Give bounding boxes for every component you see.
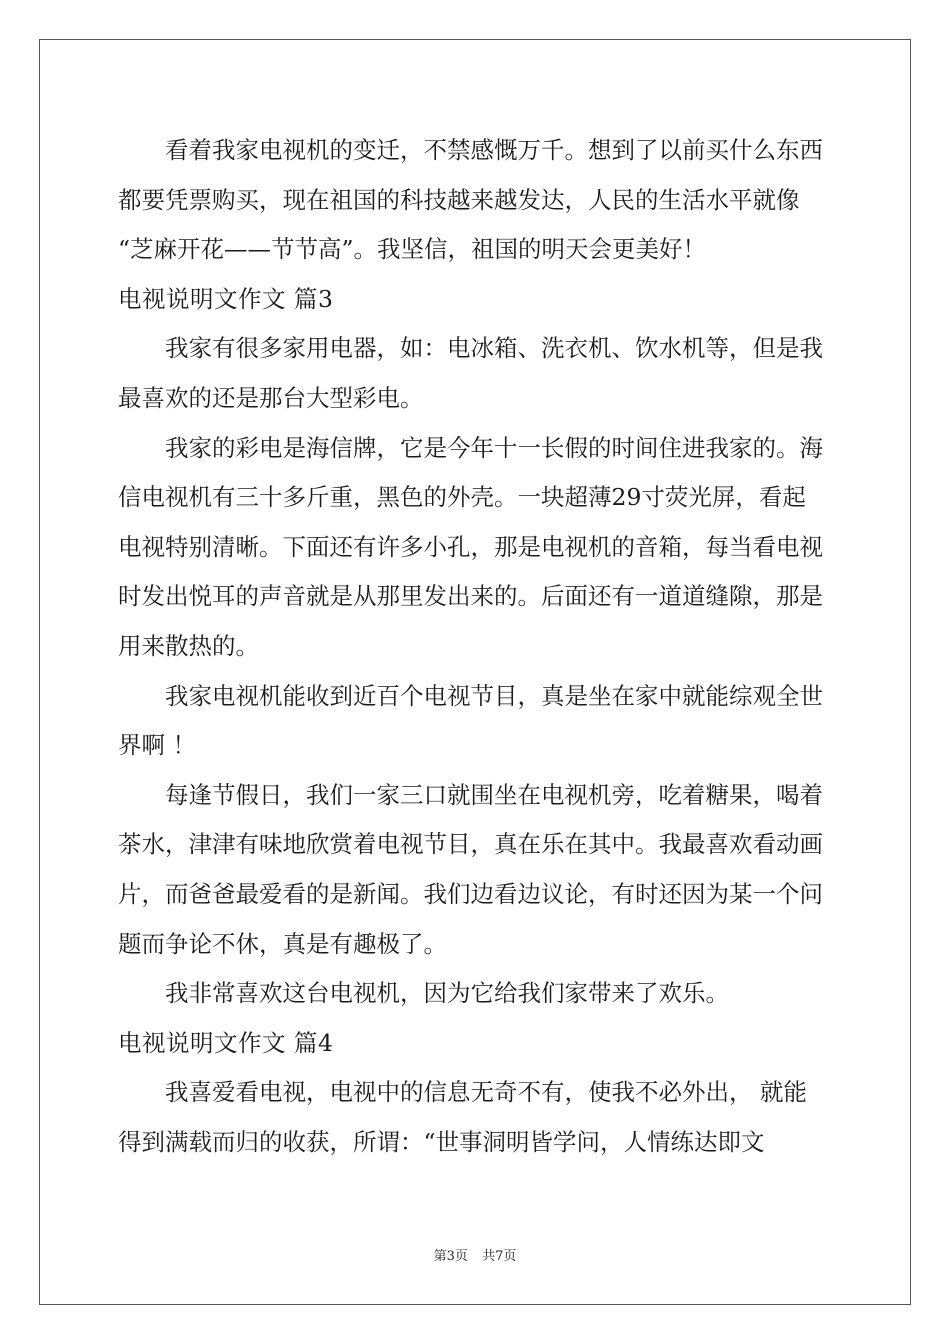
text-line: “芝麻开花——节节高”。我坚信，祖国的明天会更美好！ [118, 235, 707, 264]
text-line: 我非常喜欢这台电视机，因为它给我们家带来了欢乐。 [165, 979, 729, 1008]
paragraph [118, 324, 836, 423]
text-line: 用来散热的。 [118, 631, 259, 660]
paragraph [118, 969, 836, 1019]
page-number: 第3页 [433, 1249, 468, 1264]
paragraph [118, 126, 836, 275]
paragraph [118, 1068, 836, 1167]
text-line: 我家有很多家用电器，如：电冰箱、洗衣机、饮水机等，但是我 [165, 334, 823, 363]
section-heading: 电视说明文作文 篇3 [118, 284, 334, 313]
text-line: 得到满载而归的收获，所谓：“世事洞明皆学问，人情练达即文 [118, 1127, 765, 1156]
text-line: 电视特别清晰。下面还有许多小孔，那是电视机的音箱，每当看电视 [118, 532, 823, 561]
page-total: 共7页 [482, 1249, 517, 1264]
paragraph [118, 424, 836, 672]
text-line: 界啊 ！ [118, 731, 196, 760]
text-line: 都要凭票购买，现在祖国的科技越来越发达，人民的生活水平就像 [118, 185, 800, 214]
section-heading: 电视说明文作文 篇4 [118, 1028, 334, 1057]
text-line: 信电视机有三十多斤重，黑色的外壳。一块超薄29寸荧光屏，看起 [118, 483, 806, 512]
paragraph [118, 771, 836, 969]
text-line: 我家电视机能收到近百个电视节目，真是坐在家中就能综观全世 [165, 681, 823, 710]
text-line: 我喜爱看电视，电视中的信息无奇不有，使我不必外出， 就能 [165, 1078, 807, 1107]
text-line: 每逢节假日，我们一家三口就围坐在电视机旁，吃着糖果，喝着 [165, 780, 823, 809]
paragraph [118, 672, 836, 771]
text-line: 最喜欢的还是那台大型彩电。 [118, 383, 424, 412]
text-line: 看着我家电视机的变迁，不禁感慨万千。想到了以前买什么东西 [165, 136, 823, 164]
text-line: 题而争论不休，真是有趣极了。 [118, 929, 447, 958]
text-line: 时发出悦耳的声音就是从那里发出来的。后面还有一道道缝隙，那是 [118, 582, 823, 611]
text-line: 片，而爸爸最爱看的是新闻。我们边看边议论，有时还因为某一个问 [118, 879, 823, 908]
text-line: 我家的彩电是海信牌，它是今年十一长假的时间住进我家的。海 [165, 433, 823, 462]
text-line: 茶水，津津有味地欣赏着电视节目，真在乐在其中。我最喜欢看动画 [118, 830, 823, 859]
page-footer [0, 1245, 950, 1264]
document-body [118, 126, 836, 1167]
